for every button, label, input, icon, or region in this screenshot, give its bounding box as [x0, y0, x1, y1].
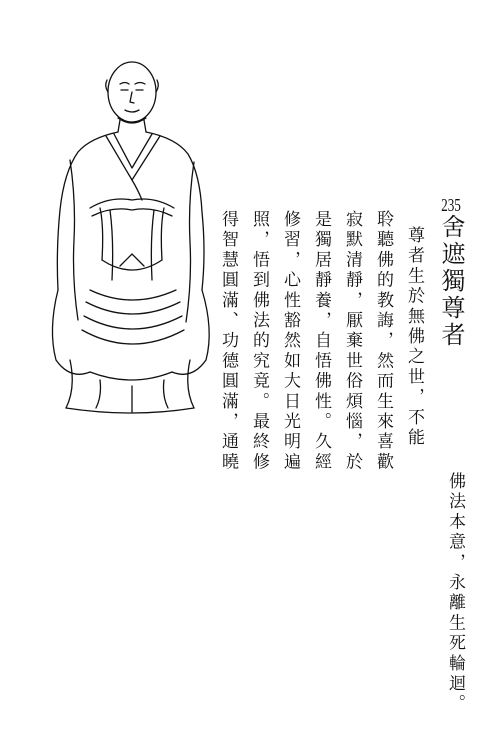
- title-name: 舍遮獨尊者: [437, 214, 465, 349]
- body-column-5: 修習，心性豁然如大日光明遍: [280, 210, 300, 473]
- arhat-figure-illustration: [30, 40, 230, 420]
- title-number: 235: [441, 196, 461, 214]
- body-column-4: 是獨居靜養，自悟佛性。久經: [311, 210, 331, 473]
- body-column-6: 照，悟到佛法的究竟。最終修: [249, 210, 269, 473]
- page-title: [438, 196, 464, 349]
- body-column-8: 佛法本意，永離生死輪迴。: [445, 472, 465, 715]
- body-column-1: 尊者生於無佛之世，不能: [404, 226, 424, 449]
- arhat-icon: [30, 40, 230, 420]
- body-column-2: 聆聽佛的教誨，然而生來喜歡: [373, 210, 393, 473]
- body-column-3: 寂默清靜，厭棄世俗煩惱，於: [342, 210, 362, 473]
- body-column-7: 得智慧圓滿、功德圓滿，通曉: [218, 210, 238, 473]
